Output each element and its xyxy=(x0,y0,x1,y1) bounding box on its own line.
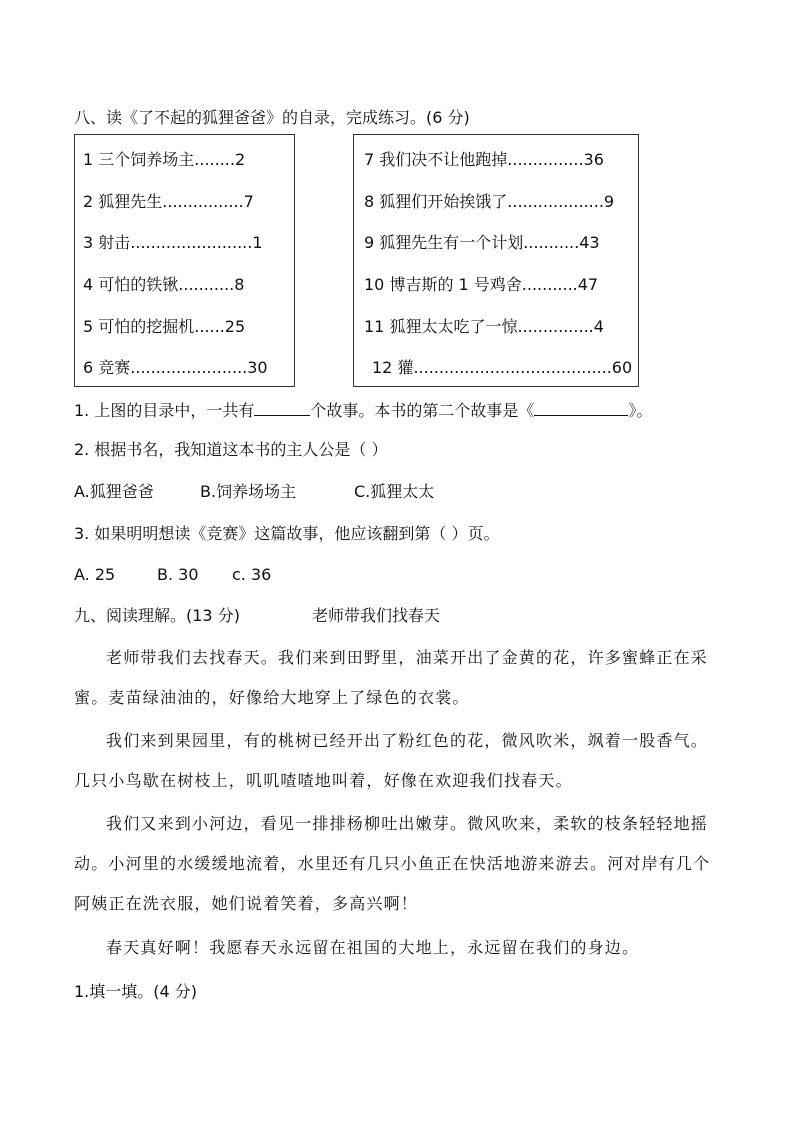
toc-entry: 10 博吉斯的 1 号鸡舍...........47 xyxy=(364,275,599,294)
answer-blank-second-story[interactable] xyxy=(534,399,628,416)
question-9-1: 1.填一填。(4 分) xyxy=(74,982,198,1001)
toc-entry: 9 狐狸先生有一个计划...........43 xyxy=(364,233,600,252)
toc-entry: 5 可怕的挖掘机......25 xyxy=(83,317,246,336)
question-8-1-text-a: 1. 上图的目录中，一共有 xyxy=(74,401,255,420)
toc-box-left xyxy=(74,134,295,387)
question-8-1 xyxy=(74,399,652,421)
passage-paragraph: 春天真好啊！我愿春天永远留在祖国的大地上，永远留在我们的身边。 xyxy=(106,938,640,957)
question-8-2-options xyxy=(74,482,435,502)
question-8-3: 3. 如果明明想读《竞赛》这篇故事，他应该翻到第（ ）页。 xyxy=(74,524,500,543)
question-8-1-text-b: 个故事。本书的第二个故事是《 xyxy=(310,401,535,420)
passage-title: 老师带我们找春天 xyxy=(312,606,441,625)
option-b[interactable]: B.饲养场场主 xyxy=(200,482,297,501)
option-c[interactable]: C.狐狸太太 xyxy=(354,482,435,501)
passage-paragraph: 我们又来到小河边，看见一排排杨柳吐出嫩芽。微风吹来，柔软的枝条轻轻地摇动。小河里的水缓缓地流着，水里还有几只小鱼正在快活地游来游去。河对岸有几个阿姨正在洗衣服，她们说着笑着，多高兴啊！ xyxy=(74,814,711,913)
toc-entry: 4 可怕的铁锹...........8 xyxy=(83,275,245,294)
toc-entry: 7 我们决不让他跑掉...............36 xyxy=(364,150,604,169)
toc-entry: 11 狐狸太太吃了一惊...............4 xyxy=(364,317,604,336)
toc-entry: 6 竞赛.......................30 xyxy=(83,358,268,377)
option-b[interactable]: B. 30 xyxy=(157,565,199,584)
option-a[interactable]: A. 25 xyxy=(74,565,116,584)
passage-paragraph: 我们来到果园里，有的桃树已经开出了粉红色的花，微风吹米，飒着一股香气。几只小鸟歇在树枝上，叽叽喳喳地叫着，好像在欢迎我们找春天。 xyxy=(74,731,709,790)
toc-entry: 12 獾.......................................60 xyxy=(372,358,633,377)
toc-entry: 8 狐狸们开始挨饿了...................9 xyxy=(364,192,615,211)
section-8-heading: 八、读《了不起的狐狸爸爸》的自录，完成练习。(6 分) xyxy=(74,108,470,127)
question-8-2: 2. 根据书名，我知道这本书的主人公是（ ） xyxy=(74,440,388,459)
option-c[interactable]: c. 36 xyxy=(232,565,272,584)
option-a[interactable]: A.狐狸爸爸 xyxy=(74,482,154,501)
toc-entry: 3 射击........................1 xyxy=(83,233,263,252)
toc-box-right xyxy=(353,134,639,387)
question-8-1-text-c: 》。 xyxy=(628,401,653,420)
toc-entry: 2 狐狸先生................7 xyxy=(83,192,254,211)
question-8-3-options xyxy=(74,565,272,585)
section-9-header xyxy=(74,606,441,626)
answer-blank-story-count[interactable] xyxy=(254,399,310,416)
toc-entry: 1 三个饲养场主........2 xyxy=(83,150,246,169)
passage-paragraph: 老师带我们去找春天。我们来到田野里，油菜开出了金黄的花，许多蜜蜂正在采蜜。麦苗绿油油的，好像给大地穿上了绿色的衣裳。 xyxy=(74,648,709,707)
section-9-heading: 九、阅读理解。(13 分) xyxy=(74,606,240,625)
